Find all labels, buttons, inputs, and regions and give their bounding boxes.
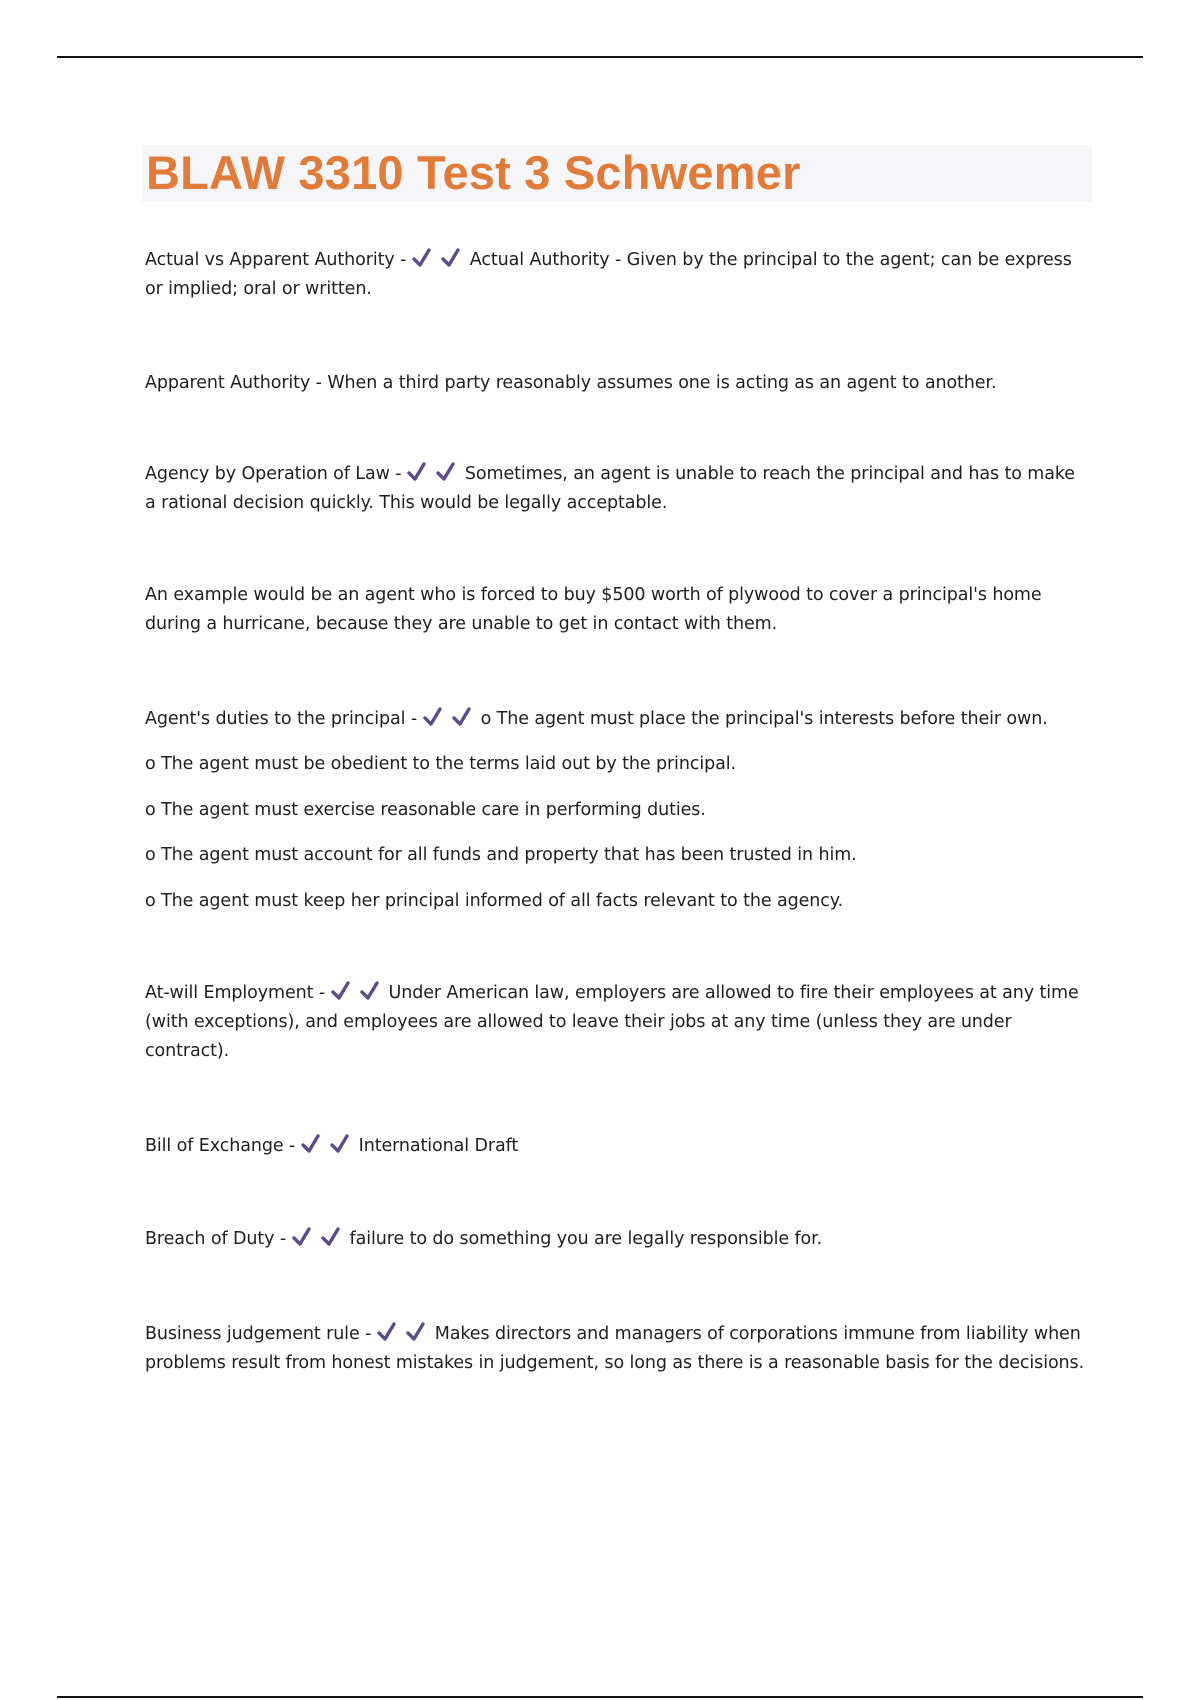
check-icon	[412, 247, 437, 269]
check-icon	[360, 980, 385, 1002]
term: Bill of Exchange -	[145, 1136, 301, 1156]
check-icon	[321, 1226, 346, 1248]
answer: Under American law, employers are allowed to fire their employees at any time (with exceptions), and employees are allowed to leave their jobs at any time (unless they are under contract).	[145, 983, 1079, 1061]
answer: International Draft	[358, 1136, 519, 1156]
paragraph-example: An example would be an agent who is forced to buy $500 worth of plywood to cover a principal's home during a hurricane, because they are unable to get in contact with them.	[145, 585, 1042, 634]
qa-business-judgement-rule	[145, 1320, 1090, 1378]
answer: Sometimes, an agent is unable to reach the principal and has to make a rational decision quickly. This would be legally acceptable.	[145, 464, 1075, 513]
term: Breach of Duty -	[145, 1229, 292, 1249]
top-rule	[57, 56, 1143, 58]
term: Agent's duties to the principal -	[145, 709, 423, 729]
paragraph-apparent-authority: Apparent Authority - When a third party reasonably assumes one is acting as an agent to another.	[145, 373, 997, 393]
duty-list-item: o The agent must keep her principal informed of all facts relevant to the agency.	[145, 891, 844, 911]
check-icon	[452, 706, 477, 728]
duty-list-item: o The agent must account for all funds and property that has been trusted in him.	[145, 845, 857, 865]
check-icon	[331, 980, 356, 1002]
qa-bill-of-exchange	[145, 1132, 1090, 1161]
check-icon	[436, 461, 461, 483]
answer: o The agent must place the principal's interests before their own.	[480, 709, 1048, 729]
check-icon	[441, 247, 466, 269]
qa-actual-vs-apparent	[145, 246, 1090, 304]
check-icon	[292, 1226, 317, 1248]
check-icon	[330, 1133, 355, 1155]
term: At-will Employment -	[145, 983, 331, 1003]
answer: Actual Authority - Given by the principal to the agent; can be express or implied; oral or written.	[145, 250, 1072, 299]
qa-agents-duties	[145, 705, 1105, 734]
term: Actual vs Apparent Authority -	[145, 250, 412, 270]
check-icon	[407, 461, 432, 483]
duty-list-item: o The agent must be obedient to the terms laid out by the principal.	[145, 754, 736, 774]
check-icon	[301, 1133, 326, 1155]
qa-breach-of-duty	[145, 1225, 1090, 1254]
bottom-rule	[57, 1696, 1143, 1698]
term: Agency by Operation of Law -	[145, 464, 407, 484]
term: Business judgement rule -	[145, 1324, 377, 1344]
qa-at-will-employment	[145, 979, 1090, 1066]
check-icon	[377, 1321, 402, 1343]
answer: failure to do something you are legally responsible for.	[349, 1229, 823, 1249]
qa-agency-by-operation-of-law	[145, 460, 1090, 518]
duty-list-item: o The agent must exercise reasonable care in performing duties.	[145, 800, 706, 820]
check-icon	[406, 1321, 431, 1343]
check-icon	[423, 706, 448, 728]
answer: Makes directors and managers of corporations immune from liability when problems result from honest mistakes in judgement, so long as there is a reasonable basis for the decisions.	[145, 1324, 1085, 1373]
page-title: BLAW 3310 Test 3 Schwemer	[146, 146, 801, 199]
